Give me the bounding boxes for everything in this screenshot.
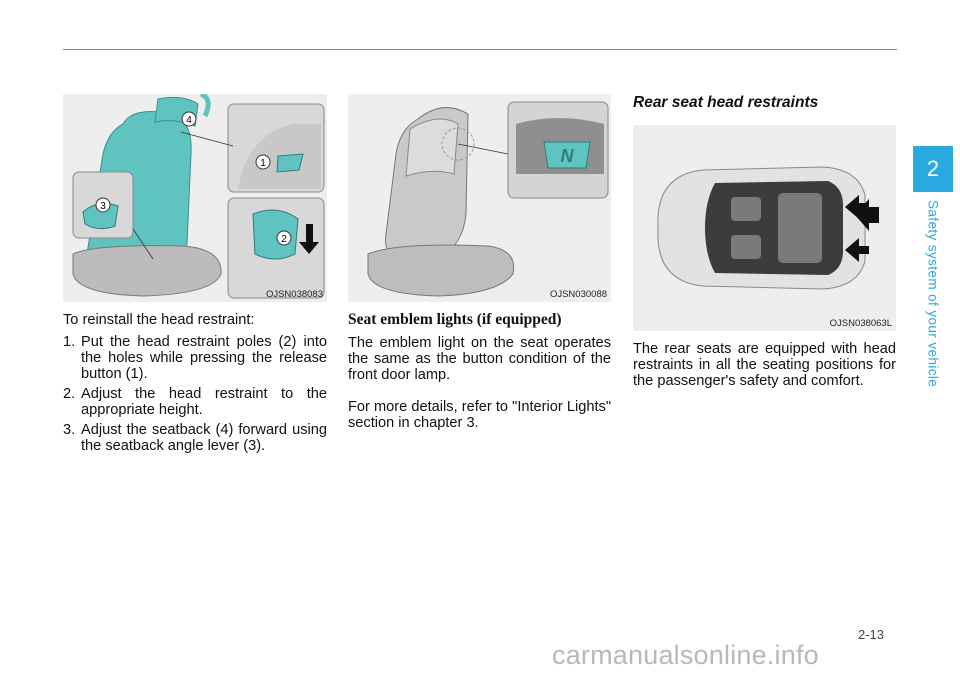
emblem-light-figure: [348, 94, 611, 302]
callout-2: 2: [281, 234, 287, 245]
chapter-title-text: Safety system of your vehicle: [925, 200, 941, 388]
step-item: 3. Adjust the seatback (4) forward using the seatback angle lever (3).: [63, 422, 327, 454]
header-rule: [63, 49, 897, 50]
rear-seat-figure: [633, 125, 896, 331]
callout-3: 3: [100, 201, 106, 212]
figure-code: OJSN038083: [265, 289, 323, 300]
reinstall-steps: [63, 334, 327, 454]
rear-restraints-paragraph: The rear seats are equipped with head restraints in all the seating positions for the passenger's safety and comfort.: [633, 341, 896, 389]
seat-emblem-illustration: [348, 94, 611, 302]
left-column: [63, 94, 327, 458]
right-column: [633, 94, 896, 389]
emblem-paragraph: The emblem light on the seat operates the same as the button condition of the front door lamp.: [348, 335, 611, 383]
callout-4: 4: [186, 115, 192, 126]
reference-paragraph: For more details, refer to "Interior Lights" section in chapter 3.: [348, 399, 611, 431]
callout-1: 1: [260, 158, 266, 169]
seat-illustration: [63, 94, 327, 302]
section-heading: Seat emblem lights (if equipped): [348, 311, 562, 328]
page-number: 2-13: [858, 627, 885, 642]
figure-code: OJSN038063L: [829, 318, 892, 329]
figure-code: OJSN030088: [549, 289, 607, 300]
intro-text: To reinstall the head restraint:: [63, 312, 255, 328]
section-heading: Rear seat head restraints: [633, 94, 819, 111]
head-restraint-figure: [63, 94, 327, 302]
svg-text:N: N: [560, 146, 574, 166]
middle-column: [348, 94, 611, 431]
chapter-title-vertical: [922, 200, 944, 400]
chapter-number-tab[interactable]: 2: [913, 146, 953, 192]
watermark[interactable]: carmanualsonline.info: [552, 640, 819, 670]
car-topview-illustration: [633, 125, 896, 331]
step-item: 1. Put the head restraint poles (2) into the holes while pressing the release button (1).: [63, 334, 327, 382]
step-item: 2. Adjust the head restraint to the appropriate height.: [63, 386, 327, 418]
